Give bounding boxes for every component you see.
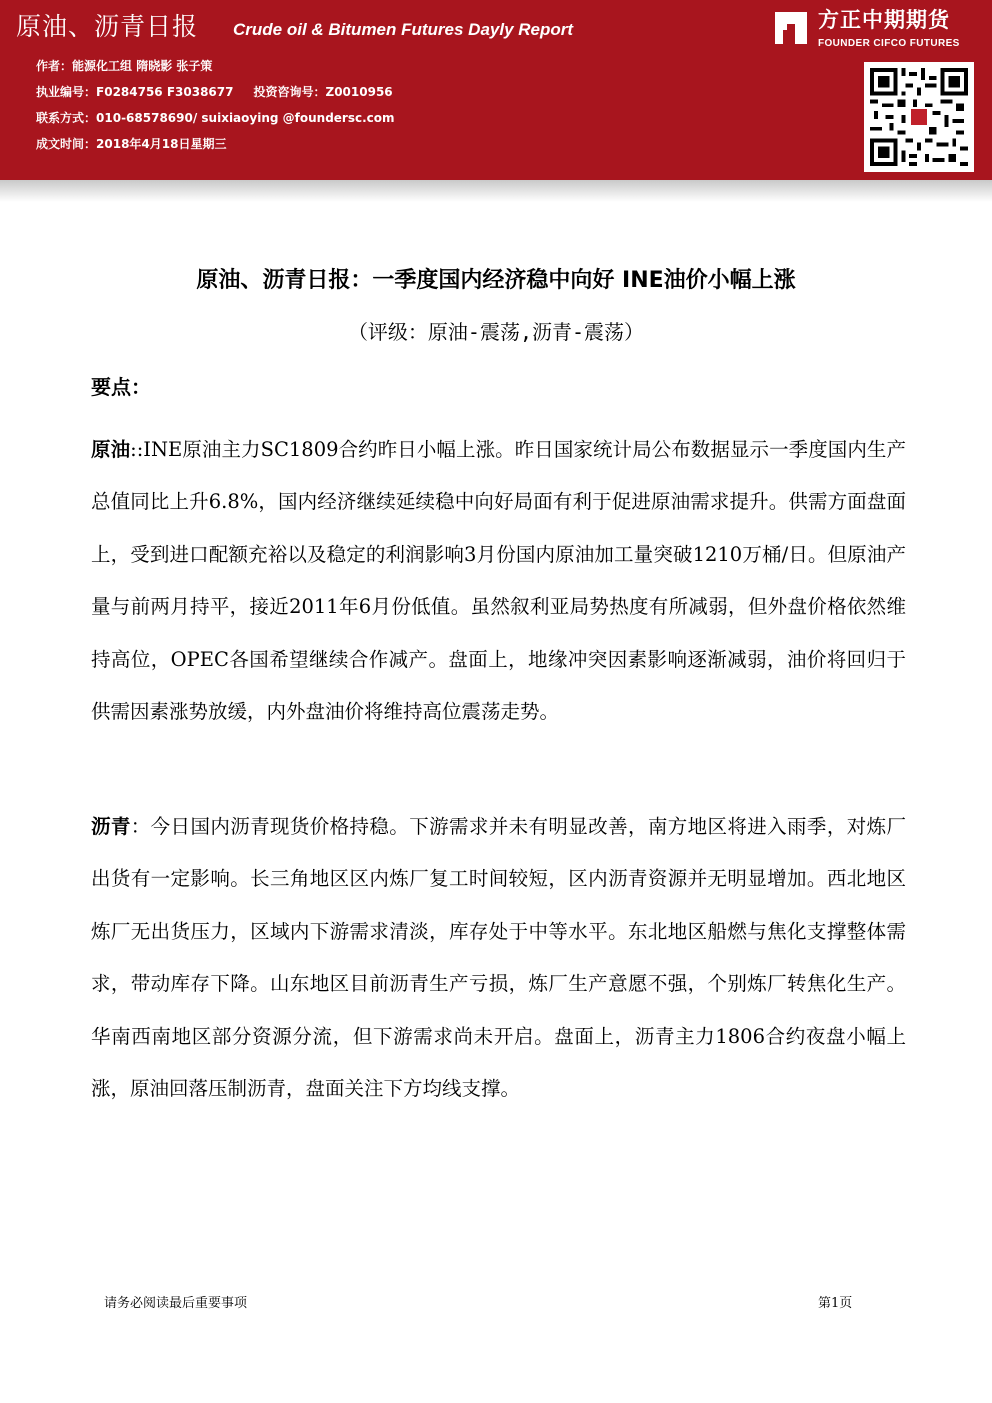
author-value: 能源化工组 隋晓影 张子策 [72, 59, 213, 73]
consult-label: 投资咨询号： [253, 85, 326, 99]
contact-line [36, 109, 407, 127]
asphalt-label: 沥青 [91, 815, 131, 838]
date-label: 成文时间： [36, 137, 97, 151]
author-label: 作者： [36, 59, 73, 73]
document-rating: （评级：原油-震荡,沥青-震荡） [347, 320, 645, 344]
asphalt-text: ：今日国内沥青现货价格持稳。下游需求并未有明显改善，南方地区将进入雨季，对炼厂出货有一定影响。长三角地区区内炼厂复工时间较短，区内沥青资源并无明显增加。西北地区炼厂无出货压力，区域内下游需求清淡，库存处于中等水平。东北地区船燃与焦化支撑整体需求，带动库存下降。山东地区目前沥青生产亏损，炼厂生产意愿不强，个别炼厂转焦化生产。华南西南地区部分资源分流，但下游需求尚未开启。盘面上，沥青主力1806合约夜盘小幅上涨，原油回落压制沥青，盘面关注下方均线支撑。 [91, 815, 906, 1101]
crude-oil-paragraph [91, 424, 906, 738]
document-title: 原油、沥青日报：一季度国内经济稳中向好 INE油价小幅上涨 [196, 268, 796, 293]
brand-name-en: FOUNDER CIFCO FUTURES [818, 38, 960, 49]
page-number: 第1页 [818, 1296, 853, 1311]
qr-code-icon [864, 62, 974, 172]
license-label: 执业编号： [36, 85, 97, 99]
report-header [0, 0, 992, 180]
header-divider [0, 180, 992, 202]
date-line [36, 135, 238, 153]
key-points-heading: 要点： [91, 375, 151, 399]
footer-disclaimer: 请务必阅读最后重要事项 [104, 1296, 248, 1311]
brand-name-cn: 方正中期期货 [818, 8, 950, 32]
consult-value: Z0010956 [325, 85, 393, 99]
license-line [36, 83, 405, 101]
contact-value: 010-68578690/ suixiaoying @foundersc.com [96, 111, 395, 125]
license-value: F0284756 F3038677 [96, 85, 234, 99]
report-title-en: Crude oil & Bitumen Futures Dayly Report [233, 20, 574, 39]
crude-oil-label: 原油 [91, 438, 131, 461]
report-title-cn: 原油、沥青日报 [16, 12, 199, 41]
crude-oil-text: ::INE原油主力SC1809合约昨日小幅上涨。昨日国家统计局公布数据显示一季度国内生产总值同比上升6.8%，国内经济继续延续稳中向好局面有利于促进原油需求提升。供需方面盘面上，受到进口配额充裕以及稳定的利润影响3月份国内原油加工量突破1210万桶/日。但原油产量与前两月持平，接近2011年6月份低值。虽然叙利亚局势热度有所减弱，但外盘价格依然维持高位，OPEC各国希望继续合作减产。盘面上，地缘冲突因素影响逐渐减弱，油价将回归于供需因素涨势放缓，内外盘油价将维持高位震荡走势。 [91, 438, 906, 724]
contact-label: 联系方式： [36, 111, 97, 125]
author-line [36, 57, 224, 75]
asphalt-paragraph [91, 801, 906, 1115]
founder-logo-icon [771, 8, 811, 48]
date-value: 2018年4月18日星期三 [96, 137, 227, 151]
